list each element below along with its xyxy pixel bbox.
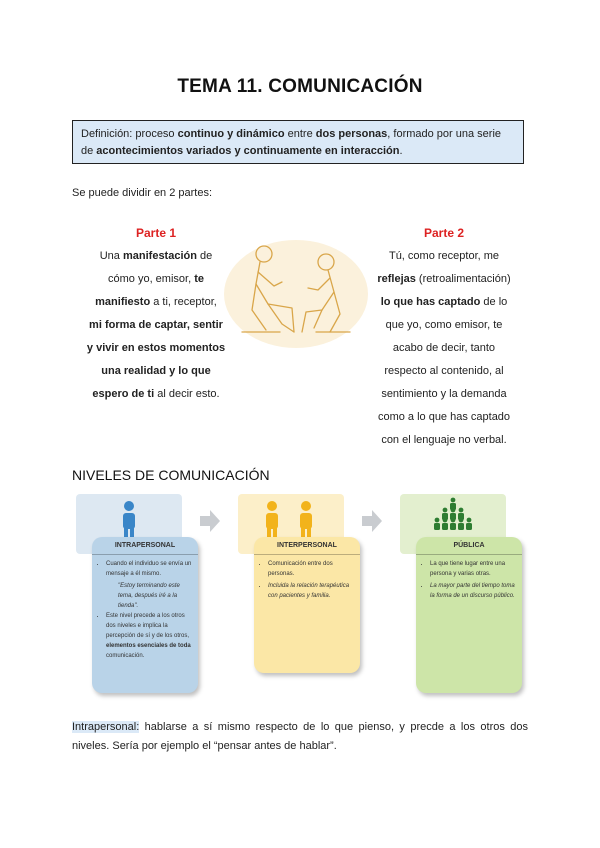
part-2-line-1: Tú, como receptor, me — [388, 250, 500, 262]
part-1-line-3 — [72, 291, 240, 314]
definition-bold-2: dos personas — [315, 128, 388, 140]
part-1-bold: y vivir en estos momentos — [86, 342, 226, 354]
part-1-heading: Parte 1 — [135, 226, 177, 240]
intrapersonal-title: INTRAPERSONAL — [92, 541, 198, 555]
part-1-bold: una realidad y lo que — [101, 365, 211, 377]
intrapersonal-bullet-2 — [106, 611, 192, 661]
intrapersonal-card — [92, 537, 198, 693]
part-1-text: Una — [99, 250, 123, 262]
part-1-line-6 — [72, 360, 240, 383]
part-2-line-4: que yo, como emisor, te — [385, 319, 503, 331]
part-1-bold: mi forma de captar, sentir — [89, 319, 223, 331]
definition-mid-2: , formado por una serie de — [81, 128, 502, 157]
intrapersonal-label: Intrapersonal: — [72, 721, 140, 733]
intrapersonal-example: "Estoy terminando este tema, después iré a la tienda". — [118, 583, 180, 609]
part-1-line-7 — [72, 383, 240, 406]
part-1-bold: manifiesto — [95, 296, 151, 308]
crowd-person-body — [450, 523, 456, 530]
part-2-line-8: como a lo que has captado — [377, 411, 511, 423]
part-1-bold: te — [194, 273, 204, 285]
interpersonal-card — [254, 537, 360, 673]
part-2-bold: reflejas — [377, 273, 416, 285]
part-1-line-4 — [72, 314, 240, 337]
levels-heading: NIVELES DE COMUNICACIÓN — [72, 467, 270, 483]
definition-end: . — [399, 145, 403, 157]
publica-bullet-2: • La mayor parte del tiempo toma la forma de un discurso público. — [430, 581, 516, 601]
crowd-person-head — [459, 508, 464, 513]
crowd-person-head — [459, 518, 464, 523]
publica-bullet-1: • La que tiene lugar entre una persona y varias otras. — [430, 559, 516, 579]
crowd-person-head — [451, 508, 456, 513]
publica-title: PÚBLICA — [416, 541, 522, 555]
part-1-line-5 — [72, 337, 240, 360]
crowd-person-body — [466, 523, 472, 530]
intrapersonal-summary — [72, 718, 528, 756]
crowd-person-body — [442, 523, 448, 530]
page-title: TEMA 11. COMUNICACIÓN — [177, 76, 423, 97]
part-2-line-6: respecto al contenido, al — [384, 365, 504, 377]
part-2-line-2 — [360, 268, 528, 291]
intrapersonal-bullet-2-end: comunicación. — [106, 653, 145, 659]
crowd-person-head — [467, 518, 472, 523]
part-2-line-3 — [360, 291, 528, 314]
definition-mid-1: entre — [284, 128, 316, 140]
definition-prefix: Definición: proceso — [81, 128, 178, 140]
crowd-person-head — [435, 518, 440, 523]
publica-card — [416, 537, 522, 693]
crowd-person-head — [451, 498, 456, 503]
definition-box — [72, 120, 524, 164]
part-1-bold: manifestación — [122, 250, 197, 262]
part-1-text: al decir esto. — [154, 388, 220, 400]
crowd-person-body — [458, 523, 464, 530]
part-2-line-7: sentimiento y la demanda — [381, 388, 507, 400]
intrapersonal-bullet-2-bold: elementos esenciales de toda — [106, 643, 191, 649]
part-2-heading: Parte 2 — [423, 226, 465, 240]
part-2-bold: lo que has captado — [380, 296, 481, 308]
part-2-line-5: acabo de decir, tanto — [392, 342, 496, 354]
intrapersonal-bullet-2-text: Este nivel precede a los otros dos niveles e implica la percepción de sí y de los otros, — [106, 613, 190, 639]
arrow-right-icon — [360, 508, 384, 534]
arrow-right-icon — [198, 508, 222, 534]
part-1-column — [72, 222, 240, 406]
intrapersonal-summary-text: hablarse a sí mismo respecto de lo que pienso, y precde a los otros dos niveles. Sería por ejemplo el “pensar antes de hablar”. — [72, 721, 528, 752]
crowd-person-head — [443, 508, 448, 513]
part-1-bold: espero de ti — [92, 388, 155, 400]
interpersonal-bullet-1: • Comunicación entre dos personas. — [268, 559, 354, 579]
definition-bold-1: continuo y dinámico — [177, 128, 285, 140]
part-2-column — [360, 222, 528, 452]
part-2-line-9: con el lenguaje no verbal. — [381, 434, 507, 446]
part-1-text: cómo yo, emisor, — [108, 273, 195, 285]
crowd-person-head — [451, 518, 456, 523]
crowd-person-head — [443, 518, 448, 523]
intro-text: Se puede dividir en 2 partes: — [72, 187, 213, 199]
interpersonal-title: INTERPERSONAL — [254, 541, 360, 555]
part-1-text: de — [196, 250, 213, 262]
part-1-line-2 — [72, 268, 240, 291]
intrapersonal-bullet-1: • Cuando el individuo se envía un mensaje a él mismo. — [106, 559, 192, 579]
part-1-line-1 — [72, 245, 240, 268]
part-1-text: a ti, receptor, — [150, 296, 217, 308]
part-2-text: de lo — [480, 296, 508, 308]
part-2-text: (retroalimentación) — [415, 273, 511, 285]
definition-bold-3: acontecimientos variados y continuamente en interacción — [96, 145, 400, 157]
crowd-person-body — [434, 523, 440, 530]
two-people-talking-illustration — [222, 232, 370, 350]
interpersonal-bullet-2: • Incluida la relación terapéutica con pacientes y familia. — [268, 581, 354, 601]
